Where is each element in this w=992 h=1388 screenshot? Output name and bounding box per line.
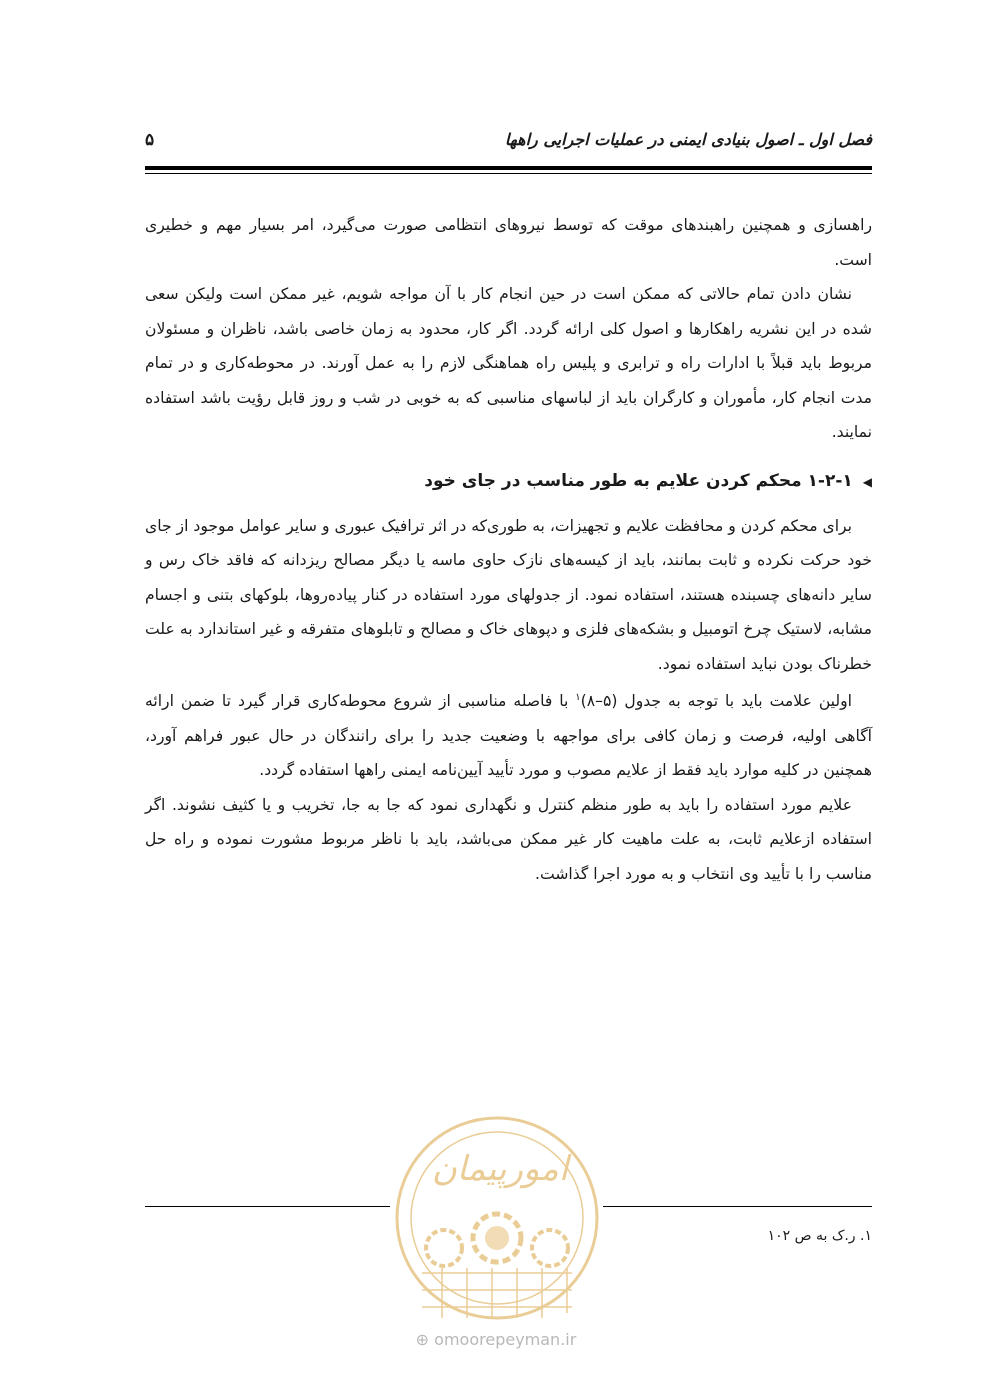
footnote: ۱. ر.ک به ص ۱۰۲: [767, 1228, 872, 1244]
footnote-reference[interactable]: ۱: [575, 692, 581, 703]
paragraph-4-part-2: با فاصله مناسبی از شروع محوطه‌کاری قرار گیرد تا ضمن ارائه آگاهی اولیه، فرصت و زمان کافی برای مواجهه با وضعیت جدید را برای رانندگان در حال عبور فراهم آورد، همچنین در کلیه موارد باید فقط از علایم مصوب و مورد تأیید آیین‌نامه ایمنی راهها استفاده گردد.: [145, 692, 872, 780]
page-header: [145, 126, 872, 160]
paragraph-4: [145, 681, 872, 788]
triangle-bullet-icon: ◀: [862, 474, 872, 489]
section-heading: [145, 464, 872, 499]
body-text: [145, 208, 872, 891]
paragraph-2: نشان دادن تمام حالاتی که ممکن است در حین انجام کار با آن مواجه شویم، غیر ممکن است ولیکن سعی شده در این نشریه راهکارها و اصول کلی ارائه گردد. اگر کار، محدود به زمان خاصی باشد، ناظران و مسئولان مربوط باید قبلاً با ادارات راه و ترابری و پلیس راه هماهنگی لازم را به عمل آورند. در محوطه‌کاری و در تمام مدت انجام کار، مأموران و کارگران باید از لباسهای مناسبی که به خوبی در شب و روز قابل رؤیت باشد استفاده نمایند.: [145, 285, 872, 441]
watermark-site: [0, 1330, 992, 1349]
header-rule-thick: [145, 166, 872, 170]
footnote-divider-right: [603, 1206, 872, 1207]
chapter-title: فصل اول ـ اصول بنیادی ایمنی در عملیات اجرایی راهها: [504, 130, 872, 149]
watermark-logo-text: امورپیمان: [431, 1149, 569, 1189]
globe-icon: ⊕: [415, 1330, 430, 1349]
paragraph-3: برای محکم کردن و محافظت علایم و تجهیزات، به طوری‌که در اثر ترافیک عبوری و سایر عوامل موجود از جای خود حرکت نکرده و ثابت بمانند، باید از کیسه‌های نازک حاوی ماسه یا دیگر مصالح ریزدانه که فاقد خاک رس و سایر دانه‌های چسبنده هستند، استفاده نمود. از جدولهای مورد استفاده در کنار پیاده‌روها، بلوکهای بتنی و اجسام مشابه، لاستیک چرخ اتومبیل و بشکه‌های فلزی و دپوهای خاک و مصالح و تابلوهای متفرقه و غیر استاندارد به علت خطرناک بودن نباید استفاده نمود.: [145, 516, 872, 673]
paragraph-1: راهسازی و همچنین راهبندهای موقت که توسط نیروهای انتظامی صورت می‌گیرد، امر بسیار مهم و خطیری است.: [145, 216, 872, 269]
paragraph-4-part-1: اولین علامت باید با توجه به جدول (۵–۸): [580, 692, 853, 711]
watermark-logo-icon: [382, 1108, 612, 1338]
paragraph-5: علایم مورد استفاده را باید به طور منظم کنترل و نگهداری نمود که جا به جا، تخریب و یا کثیف نشوند. اگر استفاده ازعلایم ثابت، به علت ماهیت کار غیر ممکن می‌باشد، باید با ناظر مربوط مشورت نموده و راه حل مناسب را با تأیید وی انتخاب و به مورد اجرا گذاشت.: [145, 795, 872, 883]
watermark-url: omoorepeyman.ir: [434, 1330, 577, 1349]
section-heading-text: ۱-۲-۱ محکم کردن علایم به طور مناسب در جای خود: [424, 470, 853, 491]
header-rule-thin: [145, 173, 872, 174]
footnote-divider-left: [145, 1206, 390, 1207]
page-number: ۵: [145, 130, 155, 150]
